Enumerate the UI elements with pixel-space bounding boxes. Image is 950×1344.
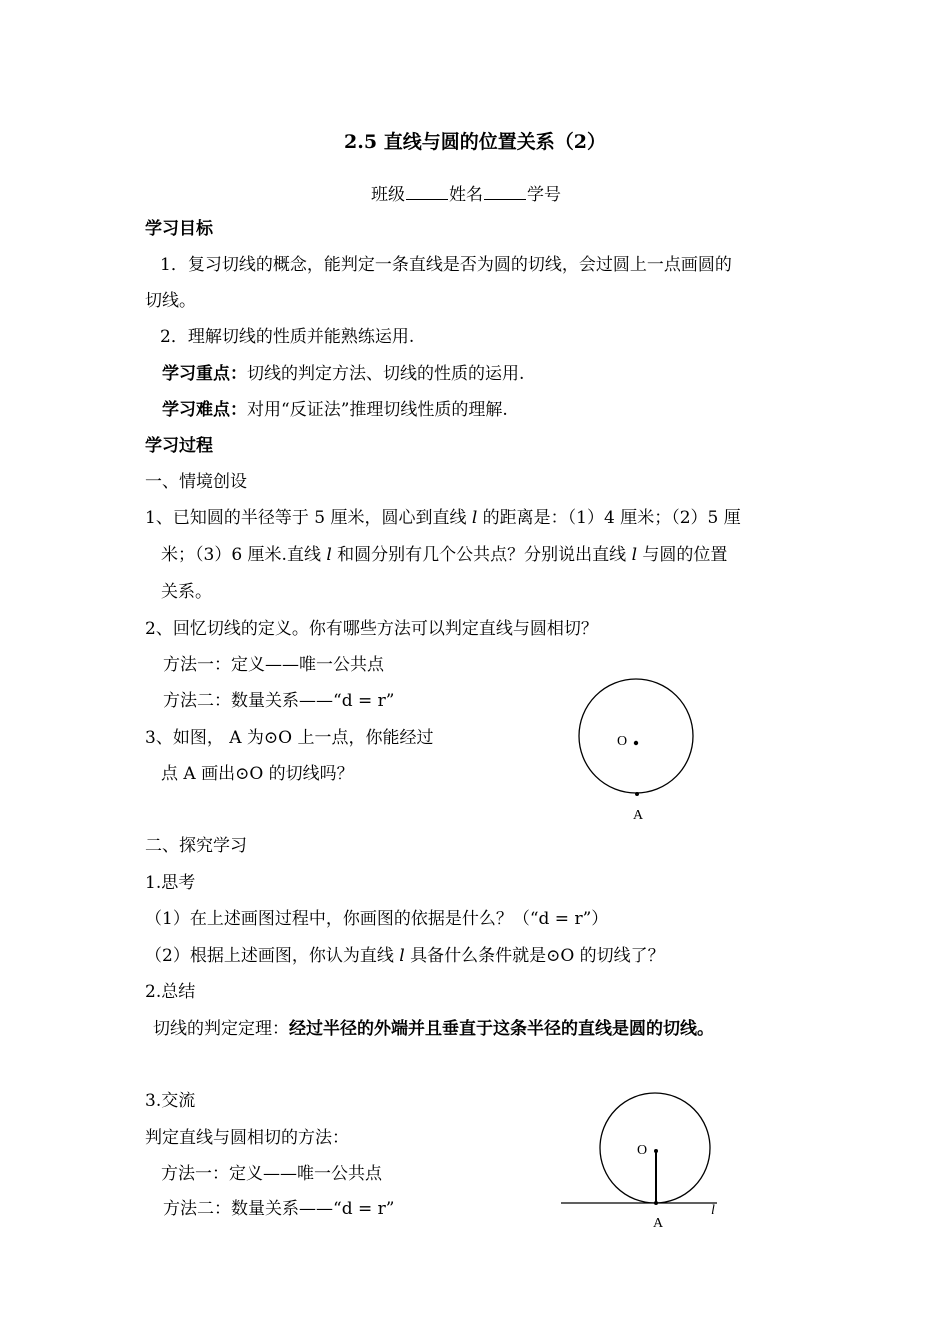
q1-text-b: 的距离是：（1）4 厘米；（2）5 厘: [477, 508, 741, 528]
exchange-heading: 3.交流: [145, 1091, 196, 1111]
think2-text-b: 具备什么条件就是⊙O 的切线了？: [404, 946, 665, 966]
difficult-point-text: 对用“反证法”推理切线性质的理解.: [247, 400, 508, 420]
point-a: [635, 792, 639, 796]
section-1-heading: 一、情境创设: [145, 472, 247, 492]
think-question-1: （1）在上述画图过程中，你画图的依据是什么？（“d = r”）: [145, 909, 609, 929]
name-blank[interactable]: [484, 183, 526, 200]
tangent-theorem: [153, 1018, 714, 1040]
name-label: 姓名: [449, 185, 483, 205]
exchange-intro: 判定直线与圆相切的方法：: [145, 1128, 349, 1148]
figure-1-circle: [560, 670, 710, 830]
point-a-label: A: [653, 1216, 664, 1231]
question-1-line-3: 关系。: [161, 582, 212, 602]
point-a-label: A: [633, 808, 644, 823]
line-l-symbol: l: [326, 545, 332, 565]
q2-text-b: 和圆分别有几个公共点？分别说出直线: [331, 545, 632, 565]
q2-text-a: 米；（3）6 厘米.直线: [161, 545, 327, 565]
page-title: 2.5 直线与圆的位置关系（2）: [344, 131, 606, 153]
question-1-line-1: [145, 507, 741, 529]
method-1: 方法一：定义——唯一公共点: [163, 655, 384, 675]
difficult-point: [162, 399, 508, 421]
figure-2-tangent: [555, 1085, 735, 1235]
section-2-heading: 二、探究学习: [145, 836, 247, 856]
goal-1-line-1: 1．复习切线的概念，能判定一条直线是否为圆的切线，会过圆上一点画圆的: [160, 255, 732, 275]
think2-text-a: （2）根据上述画图，你认为直线: [145, 946, 400, 966]
student-info-line: [371, 183, 561, 206]
line-l-symbol: l: [471, 508, 478, 528]
class-blank[interactable]: [406, 183, 448, 200]
class-label: 班级: [371, 185, 405, 205]
center-label: O: [617, 734, 628, 749]
key-point: [162, 363, 524, 385]
method-2: 方法二：数量关系——“d = r”: [163, 691, 395, 711]
id-label: 学号: [527, 185, 561, 205]
summary-heading: 2.总结: [145, 982, 196, 1002]
q2-text-c: 与圆的位置: [637, 545, 728, 565]
q1-text-a: 1、已知圆的半径等于 5 厘米，圆心到直线: [145, 508, 472, 528]
question-3-line-2: 点 A 画出⊙O 的切线吗？: [161, 764, 354, 784]
line-l-symbol: l: [631, 545, 638, 565]
circle-o: [579, 679, 693, 793]
key-point-text: 切线的判定方法、切线的性质的运用.: [247, 364, 525, 384]
think-heading: 1.思考: [145, 873, 196, 893]
goals-heading: 学习目标: [145, 219, 213, 239]
process-heading: 学习过程: [145, 436, 213, 456]
question-1-line-2: [161, 544, 727, 566]
exchange-method-2: 方法二：数量关系——“d = r”: [163, 1199, 395, 1219]
goal-1-line-2: 切线。: [145, 291, 196, 311]
key-point-label: 学习重点：: [162, 364, 247, 384]
question-3-line-1: 3、如图， A 为⊙O 上一点，你能经过: [145, 728, 434, 748]
point-a: [654, 1201, 658, 1205]
center-point: [634, 741, 638, 745]
question-2: 2、回忆切线的定义。你有哪些方法可以判定直线与圆相切？: [145, 619, 598, 639]
think-question-2: [145, 945, 665, 967]
center-label: O: [637, 1143, 648, 1158]
goal-2: 2．理解切线的性质并能熟练运用.: [160, 327, 415, 347]
exchange-method-1: 方法一：定义——唯一公共点: [161, 1164, 382, 1184]
line-l-symbol: l: [399, 946, 405, 966]
theorem-label: 切线的判定定理：: [153, 1019, 289, 1039]
theorem-text: 经过半径的外端并且垂直于这条半径的直线是圆的切线。: [289, 1019, 714, 1039]
line-l-label: l: [711, 1203, 715, 1218]
difficult-point-label: 学习难点：: [162, 400, 247, 420]
